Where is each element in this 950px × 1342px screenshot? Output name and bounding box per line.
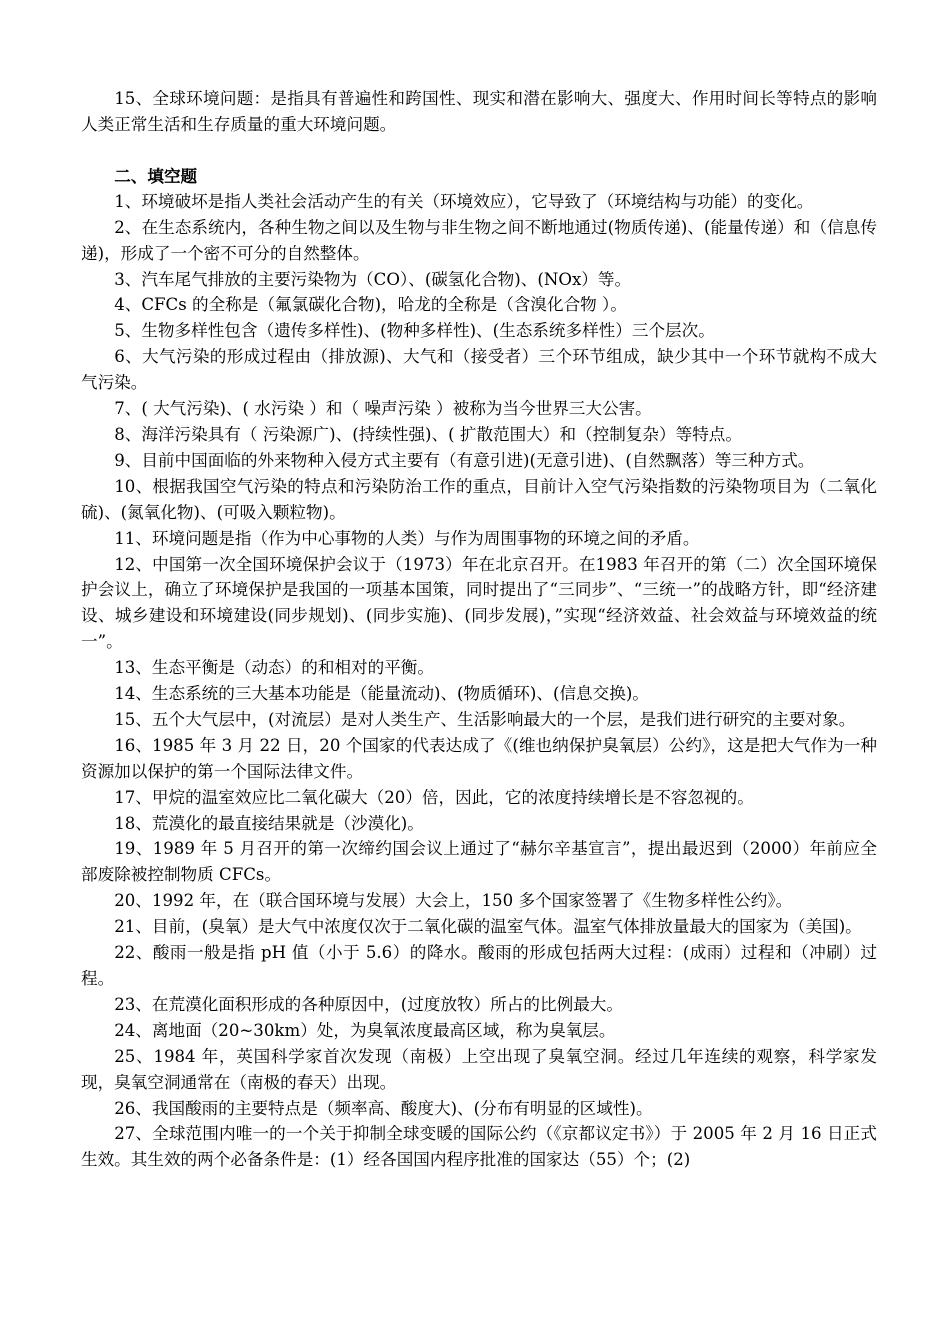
document-body	[81, 86, 877, 1173]
fill-blank-item: 3、汽车尾气排放的主要污染物为（CO）、(碳氢化合物)、(NOx）等。	[114, 269, 632, 289]
fill-blank-item: 26、我国酸雨的主要特点是（频率高、酸度大)、(分布有明显的区域性)。	[114, 1098, 653, 1118]
fill-blank-item: 6、大气污染的形成过程由（排放源)、大气和（接受者）三个环节组成，缺少其中一个环节就构不成大气污染。	[81, 347, 877, 393]
fill-blank-item: 1、环境破坏是指人类社会活动产生的有关（环境效应），它导致了（环境结构与功能）的变化。	[114, 191, 814, 211]
fill-blank-item: 9、目前中国面临的外来物种入侵方式主要有（有意引进)(无意引进)、(自然飘落）等三种方式。	[114, 450, 815, 470]
fill-blank-item: 17、甲烷的温室效应比二氧化碳大（20）倍，因此，它的浓度持续增长是不容忽视的。	[114, 787, 754, 807]
fill-blank-item: 13、生态平衡是（动态）的和相对的平衡。	[114, 658, 434, 678]
fill-blank-item: 16、1985 年 3 月 22 日，20 个国家的代表达成了《(维也纳保护臭氧层）公约》，这是把大气作为一种资源加以保护的第一个国际法律文件。	[81, 735, 877, 781]
fill-blank-item: 24、离地面（20~30km）处，为臭氧浓度最高区域，称为臭氧层。	[114, 1020, 616, 1040]
fill-blank-item: 25、1984 年，英国科学家首次发现（南极）上空出现了臭氧空洞。经过几年连续的观察，科学家发现，臭氧空洞通常在（南极的春天）出现。	[81, 1046, 877, 1092]
fill-blank-item: 15、五个大气层中，(对流层）是对人类生产、生活影响最大的一个层，是我们进行研究的主要对象。	[114, 709, 856, 729]
section-heading: 二、填空题	[114, 165, 198, 186]
fill-blank-item: 11、环境问题是指（作为中心事物的人类）与作为周围事物的环境之间的矛盾。	[114, 528, 700, 548]
fill-blank-item: 14、生态系统的三大基本功能是（能量流动)、(物质循环)、(信息交换)。	[114, 684, 649, 704]
fill-blank-item: 10、根据我国空气污染的特点和污染防治工作的重点，目前计入空气污染指数的污染物项目为（二氧化硫)、(氮氧化物)、(可吸入颗粒物)。	[81, 476, 877, 522]
fill-blank-item: 22、酸雨一般是指 pH 值（小于 5.6）的降水。酸雨的形成包括两大过程：(成雨）过程和（冲刷）过程。	[81, 943, 877, 988]
fill-blank-item: 18、荒漠化的最直接结果就是（沙漠化)。	[114, 813, 424, 833]
definition-paragraph-15: 15、全球环境问题：是指具有普遍性和跨国性、现实和潜在影响大、强度大、作用时间长等特点的影响人类正常生活和生存质量的重大环境问题。	[81, 89, 877, 134]
fill-blank-item: 20、1992 年，在（联合国环境与发展）大会上，150 多个国家签署了《生物多样性公约》。	[114, 891, 793, 911]
fill-blank-item: 27、全球范围内唯一的一个关于抑制全球变暖的国际公约（《京都议定书》）于 2005 年 2 月 16 日正式生效。其生效的两个必备条件是：(1）经各国国内程序批准的国家达（55）个；(2)	[81, 1124, 877, 1170]
fill-blank-item: 5、生物多样性包含（遗传多样性)、(物种多样性)、(生态系统多样性）三个层次。	[114, 321, 715, 341]
fill-blank-item: 12、中国第一次全国环境保护会议于（1973）年在北京召开。在1983 年召开的第（二）次全国环境保护会议上，确立了环境保护是我国的一项基本国策，同时提出了“三同步”、“三统一”的战略方针，即“经济建设、城乡建设和环境建设(同步规划)、(同步实施)、(同步发展)，”实现“经济效益、社会效益与环境效益的统一”。	[81, 554, 877, 652]
fill-blank-item: 2、在生态系统内，各种生物之间以及生物与非生物之间不断地通过(物质传递)、(能量传递）和（信息传递)，形成了一个密不可分的自然整体。	[81, 217, 877, 263]
fill-blank-item: 21、目前，(臭氧）是大气中浓度仅次于二氧化碳的温室气体。温室气体排放量最大的国家为（美国)。	[114, 917, 862, 937]
fill-blank-item: 19、1989 年 5 月召开的第一次缔约国会议上通过了“赫尔辛基宣言”，提出最迟到（2000）年前应全部废除被控制物质 CFCs。	[81, 839, 877, 885]
fill-blank-item: 8、海洋污染具有（ 污染源广)、(持续性强)、( 扩散范围大）和（控制复杂）等特点。	[114, 424, 742, 444]
fill-blank-item: 7、( 大气污染)、( 水污染 ）和（ 噪声污染 ）被称为当今世界三大公害。	[114, 399, 652, 419]
fill-blank-item: 4、CFCs 的全称是（氟氯碳化合物)，哈龙的全称是（含溴化合物 ）。	[114, 295, 627, 315]
fill-blank-item: 23、在荒漠化面积形成的各种原因中，(过度放牧）所占的比例最大。	[114, 994, 623, 1014]
